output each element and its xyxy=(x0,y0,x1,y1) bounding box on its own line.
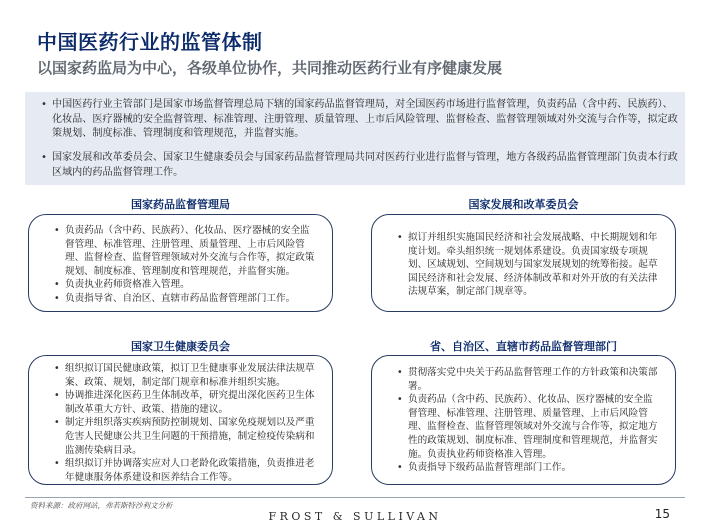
overview-panel xyxy=(25,92,685,185)
list-item: • 组织拟订国民健康政策，拟订卫生健康事业发展法律法规草案、政策、规划，制定部门规章和标准并组织实施。 xyxy=(53,362,316,389)
list-item: • 制定并组织落实疾病预防控制规划、国家免疫规划以及严重危害人民健康公共卫生问题的干预措施，制定检疫传染病和监测传染病目录。 xyxy=(53,416,316,457)
page-number: 15 xyxy=(654,507,670,521)
nmpa-box-title: 国家药品监督管理局 xyxy=(131,198,230,211)
list-item: • 组织拟订并协调落实应对人口老龄化政策措施，负责推进老年健康服务体系建设和医养结合工作等。 xyxy=(53,457,316,484)
list-item: • 贯彻落实党中央关于药品监督管理工作的方针政策和决策部署。 xyxy=(396,366,659,393)
nmpa-box xyxy=(28,214,333,312)
footer-divider xyxy=(25,497,685,498)
provincial-box-title: 省、自治区、直辖市药品监督管理部门 xyxy=(430,340,617,353)
overview-item: • 国家发展和改革委员会、国家卫生健康委员会与国家药品监督管理局共同对医药行业进行监督与管理，地方各级药品监督管理部门负责本行政区域内的药品监督管理工作。 xyxy=(40,151,680,180)
ndrc-box-title: 国家发展和改革委员会 xyxy=(468,198,579,211)
source-note: 资料来源：政府网站，弗若斯特沙利文分析 xyxy=(30,501,173,510)
overview-list xyxy=(40,98,680,190)
nhc-box xyxy=(28,355,333,485)
list-item: • 负责药品（含中药、民族药）、化妆品、医疗器械的安全监督管理、标准管理、注册管理、质量管理、上市后风险管理、监督检查、监督管理领域对外交流与合作等，拟定地方性的政策规划、制度标准、管理制度和管理规范，并监督实施。负责执业药师资格准入管理。 xyxy=(396,393,659,461)
list-item: • 协调推进深化医药卫生体制改革，研究提出深化医药卫生体制改革重大方针、政策、措施的建议。 xyxy=(53,389,316,416)
page-title: 中国医药行业的监管体制 xyxy=(37,30,263,54)
page-subtitle: 以国家药监局为中心，各级单位协作，共同推动医药行业有序健康发展 xyxy=(37,59,503,77)
list-item: • 负责药品（含中药、民族药）、化妆品、医疗器械的安全监督管理、标准管理、注册管理、质量管理、上市后风险管理、监督检查、监督管理领域对外交流与合作等，拟定政策规划、制度标准、管理制度和管理规范，并监督实施。 xyxy=(53,224,316,278)
nmpa-duties-list xyxy=(53,224,316,306)
brand-logo: FROST & SULLIVAN xyxy=(268,510,442,523)
ndrc-duties-list xyxy=(396,231,659,299)
list-item: • 负责指导下级药品监督管理部门工作。 xyxy=(396,461,659,475)
list-item: • 负责执业药师资格准入管理。 xyxy=(53,278,316,292)
nhc-duties-list xyxy=(53,362,316,484)
list-item: • 负责指导省、自治区、直辖市药品监督管理部门工作。 xyxy=(53,292,316,306)
list-item: • 拟订并组织实施国民经济和社会发展战略、中长期规划和年度计划。牵头组织统一规划体系建设。负责国家级专项规划、区域规划、空间规划与国家发展规划的统筹衔接。起草国民经济和社会发展、经济体制改革和对外开放的有关法律法规草案，制定部门规章等。 xyxy=(396,231,659,299)
provincial-duties-list xyxy=(396,366,659,475)
nhc-box-title: 国家卫生健康委员会 xyxy=(131,340,230,353)
ndrc-box xyxy=(371,214,676,312)
provincial-box xyxy=(371,355,676,485)
overview-item: • 中国医药行业主管部门是国家市场监督管理总局下辖的国家药品监督管理局，对全国医药市场进行监督管理，负责药品（含中药、民族药）、化妆品、医疗器械的安全监督管理、标准管理、注册管理、质量管理、上市后风险管理、监督检查、监督管理领域对外交流与合作等，拟定政策规划、制度标准、管理制度和管理规范，并监督实施。 xyxy=(40,98,680,142)
